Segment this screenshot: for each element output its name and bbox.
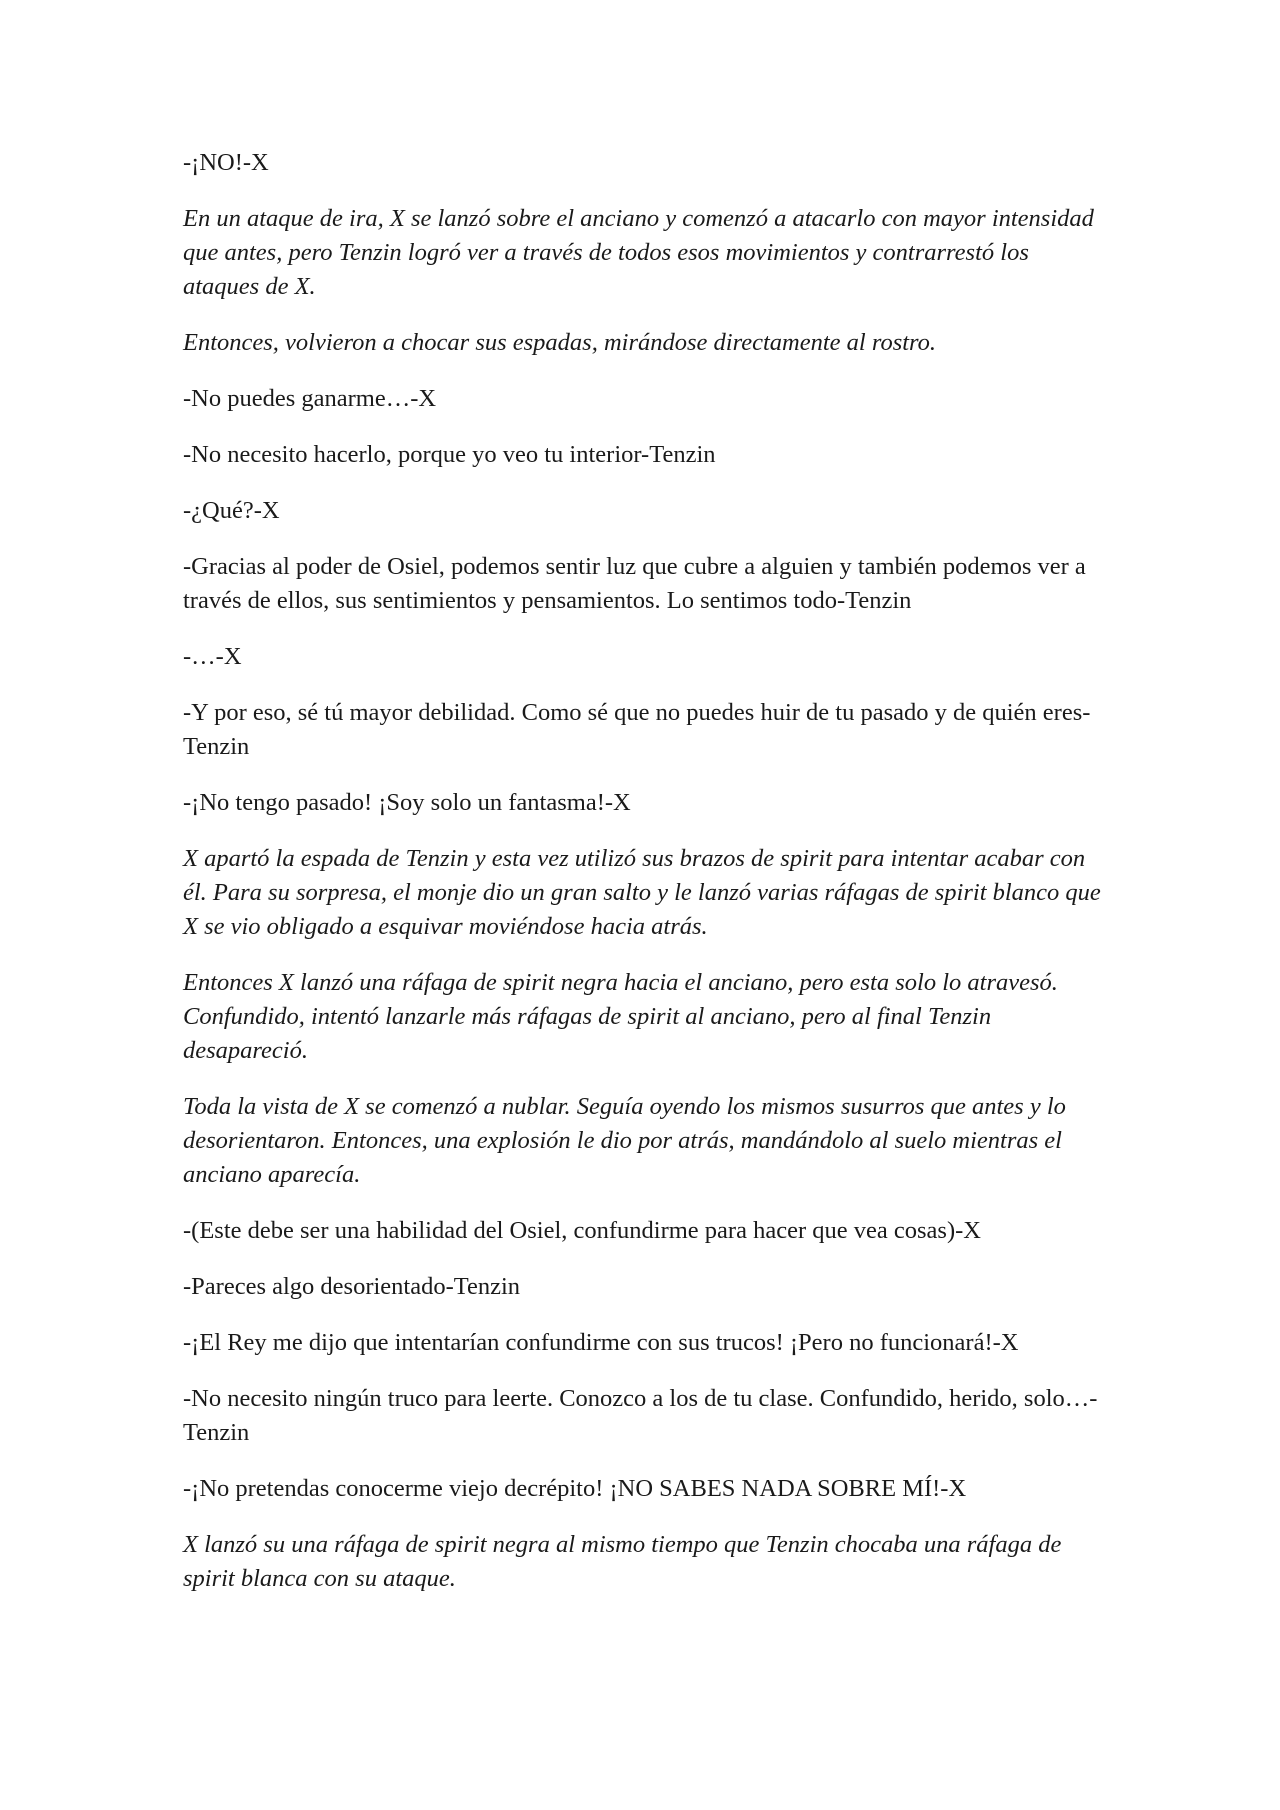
dialogue-paragraph: -(Este debe ser una habilidad del Osiel, confundirme para hacer que vea cosas)-X bbox=[183, 1217, 981, 1244]
dialogue-paragraph: -¡NO!-X bbox=[183, 149, 269, 176]
narration-paragraph: En un ataque de ira, X se lanzó sobre el anciano y comenzó a atacarlo con mayor intensidad que antes, pero Tenzin logró ver a través de todos esos movimientos y contrarrestó los ataques de X. bbox=[183, 205, 1094, 300]
dialogue-paragraph: -¡No pretendas conocerme viejo decrépito! ¡NO SABES NADA SOBRE MÍ!-X bbox=[183, 1475, 967, 1502]
dialogue-paragraph: -¡No tengo pasado! ¡Soy solo un fantasma!-X bbox=[183, 789, 631, 816]
dialogue-paragraph: -¿Qué?-X bbox=[183, 497, 280, 524]
narration-paragraph: Toda la vista de X se comenzó a nublar. Seguía oyendo los mismos susurros que antes y lo desorientaron. Entonces, una explosión le dio por atrás, mandándolo al suelo mientras el anciano aparecía. bbox=[183, 1093, 1066, 1188]
dialogue-paragraph: -Y por eso, sé tú mayor debilidad. Como sé que no puedes huir de tu pasado y de quién eres-Tenzin bbox=[183, 699, 1091, 760]
dialogue-paragraph: -No necesito ningún truco para leerte. Conozco a los de tu clase. Confundido, herido, solo…-Tenzin bbox=[183, 1385, 1098, 1446]
dialogue-paragraph: -Pareces algo desorientado-Tenzin bbox=[183, 1273, 521, 1300]
narration-paragraph: X lanzó su una ráfaga de spirit negra al mismo tiempo que Tenzin chocaba una ráfaga de spirit blanca con su ataque. bbox=[183, 1531, 1062, 1592]
dialogue-paragraph: -No necesito hacerlo, porque yo veo tu interior-Tenzin bbox=[183, 441, 716, 468]
narration-paragraph: X apartó la espada de Tenzin y esta vez utilizó sus brazos de spirit para intentar acabar con él. Para su sorpresa, el monje dio un gran salto y le lanzó varias ráfagas de spirit blanco que X se vio obligado a esquivar moviéndose hacia atrás. bbox=[183, 845, 1101, 940]
story-text bbox=[183, 146, 1103, 1618]
dialogue-paragraph: -…-X bbox=[183, 643, 242, 670]
narration-paragraph: Entonces X lanzó una ráfaga de spirit negra hacia el anciano, pero esta solo lo atravesó. Confundido, intentó lanzarle más ráfagas de spirit al anciano, pero al final Tenzin desapareció. bbox=[183, 969, 1058, 1064]
dialogue-paragraph: -¡El Rey me dijo que intentarían confundirme con sus trucos! ¡Pero no funcionará!-X bbox=[183, 1329, 1019, 1356]
narration-paragraph: Entonces, volvieron a chocar sus espadas, mirándose directamente al rostro. bbox=[183, 329, 937, 356]
dialogue-paragraph: -No puedes ganarme…-X bbox=[183, 385, 437, 412]
dialogue-paragraph: -Gracias al poder de Osiel, podemos sentir luz que cubre a alguien y también podemos ver a través de ellos, sus sentimientos y pensamientos. Lo sentimos todo-Tenzin bbox=[183, 553, 1086, 614]
